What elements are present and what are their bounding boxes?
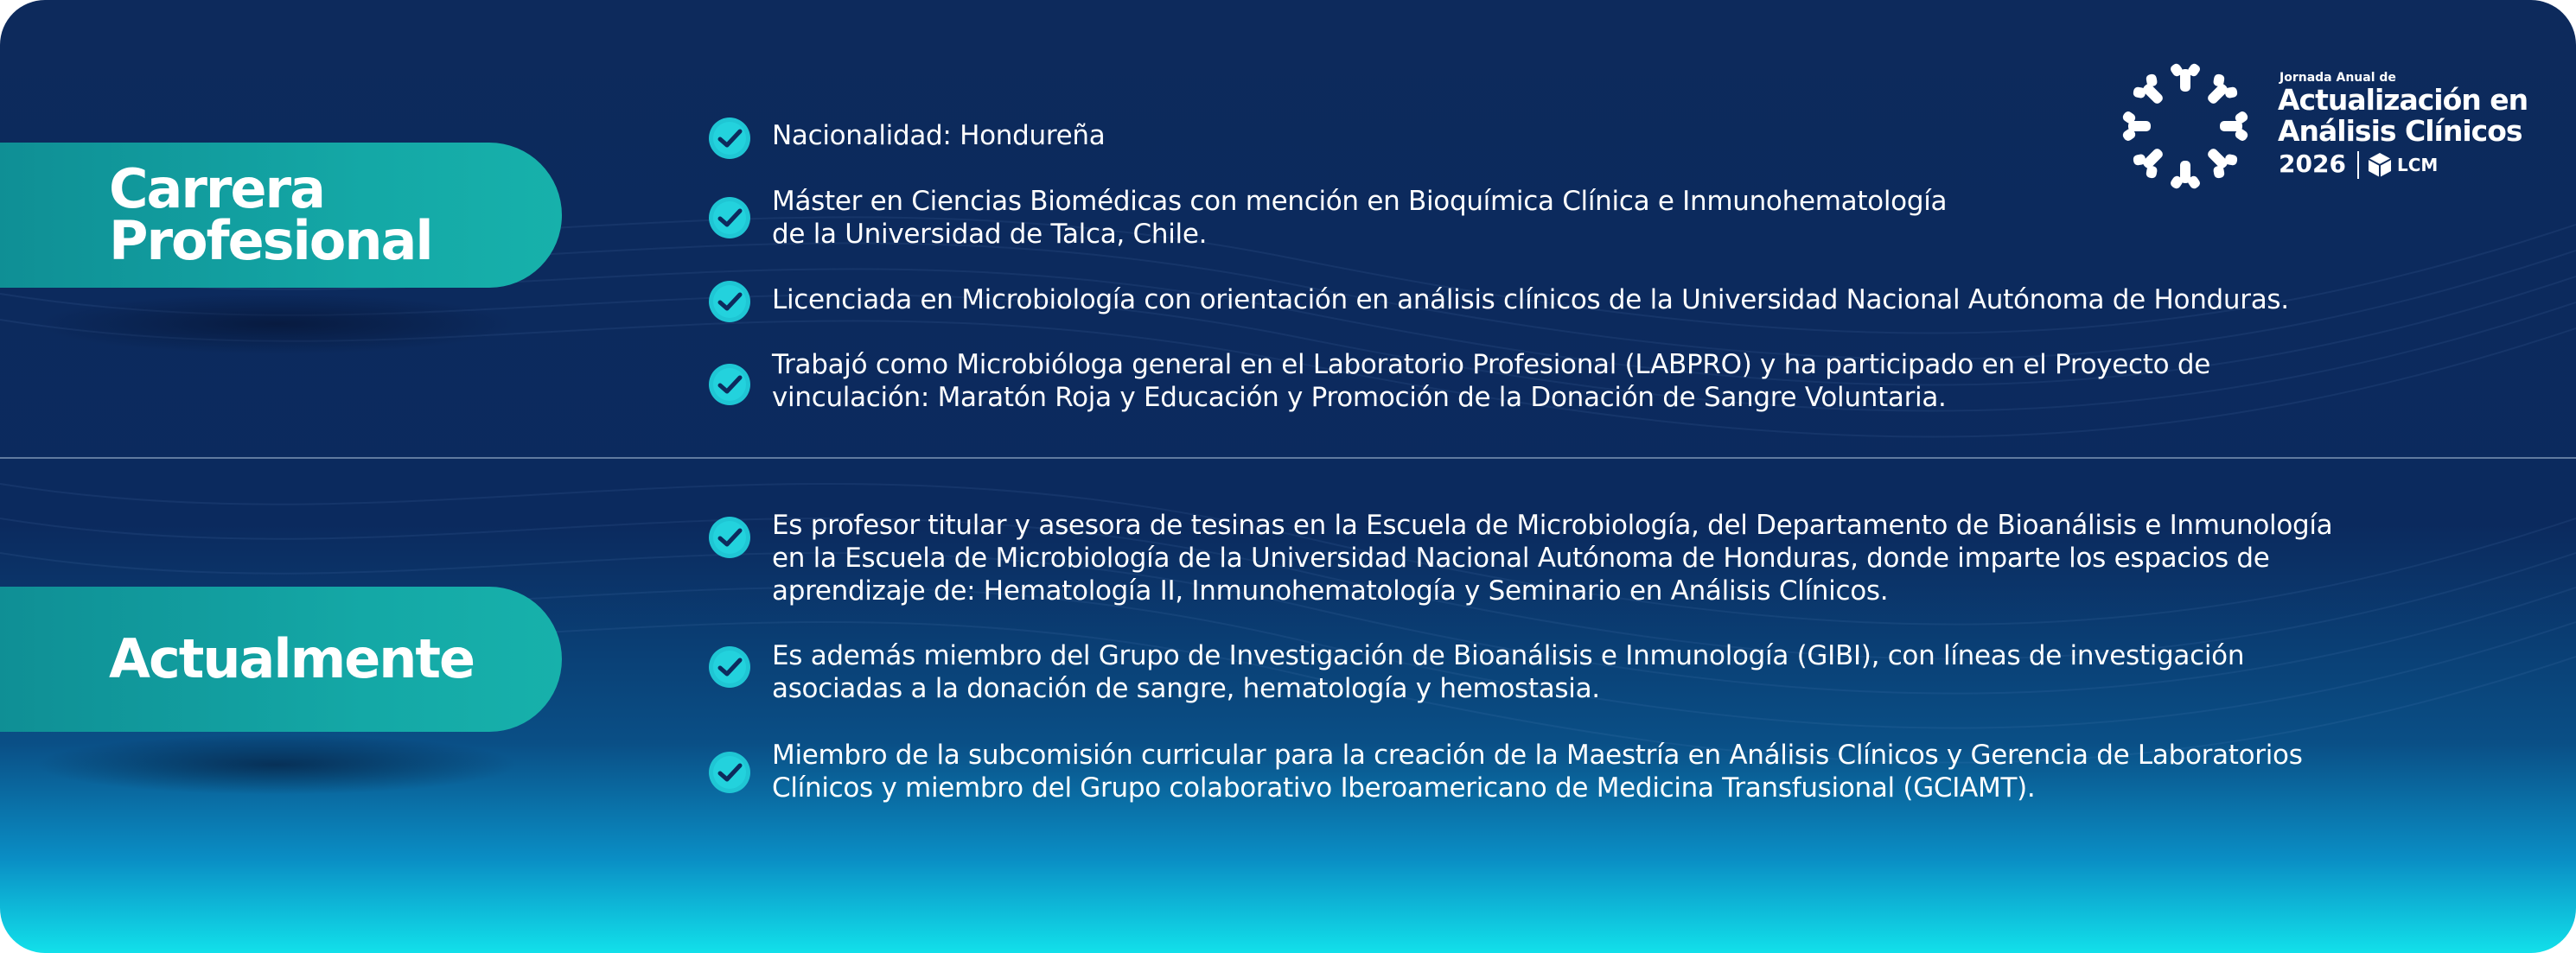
current-item-text: Es profesor titular y asesora de tesinas en la Escuela de Microbiología, del Departamento de Bioanálisis e Inmunología en la Escuela de Microbiología de la Universidad Nacional Autónoma de Honduras, donde imparte los espacios de aprendizaje de: Hematología II, Inmunohematología y Seminario en Análisis Clínicos. [772,510,2333,607]
check-circle-icon [707,116,752,161]
check-circle-icon [707,279,752,324]
logo-org: LCM [2397,155,2439,175]
check-circle-icon [707,645,752,689]
career-item-text: Trabajó como Microbióloga general en el Laboratorio Profesional (LABPRO) y ha participado en el Proyecto de vinculación: Maratón Roja y Educación y Promoción de la Donación de Sangre Voluntaria. [772,349,2211,413]
current-item-text: Es además miembro del Grupo de Investigación de Bioanálisis e Inmunología (GIBI), con líneas de investigación asociadas a la donación de sangre, hematología y hemostasia. [772,640,2245,704]
check-circle-icon [707,362,752,407]
check-circle-icon [707,515,752,560]
logo-separator [2357,151,2359,179]
section-title-career: Carrera Profesional [109,157,432,272]
ring-logo-icon [2120,60,2251,192]
check-circle-icon [707,195,752,240]
pill-shadow [35,294,519,354]
check-circle-icon [707,750,752,795]
logo-title: Actualización en Análisis Clínicos [2278,83,2528,148]
section-title-current: Actualmente [109,627,475,690]
career-item-text: Máster en Ciencias Biomédicas con mención en Bioquímica Clínica e Inmunohematología de la Universidad de Talca, Chile. [772,186,1948,250]
section-header-career [0,143,562,288]
pill-shadow [35,734,519,795]
logo-subtitle: Jornada Anual de [2280,71,2396,85]
section-header-current [0,587,562,732]
career-item-text: Licenciada en Microbiología con orientación en análisis clínicos de la Universidad Nacional Autónoma de Honduras. [772,284,2289,315]
cube-icon [2367,151,2393,179]
current-item-text: Miembro de la subcomisión curricular para la creación de la Maestría en Análisis Clínicos y Gerencia de Laboratorios Clínicos y miembro del Grupo colaborativo Iberoamericano de Medicina Transfusional (GCIAMT). [772,740,2303,804]
event-logo [2120,60,2535,199]
logo-year: 2026 [2279,149,2346,178]
career-item-text: Nacionalidad: Hondureña [772,120,1106,151]
section-divider [0,457,2576,459]
